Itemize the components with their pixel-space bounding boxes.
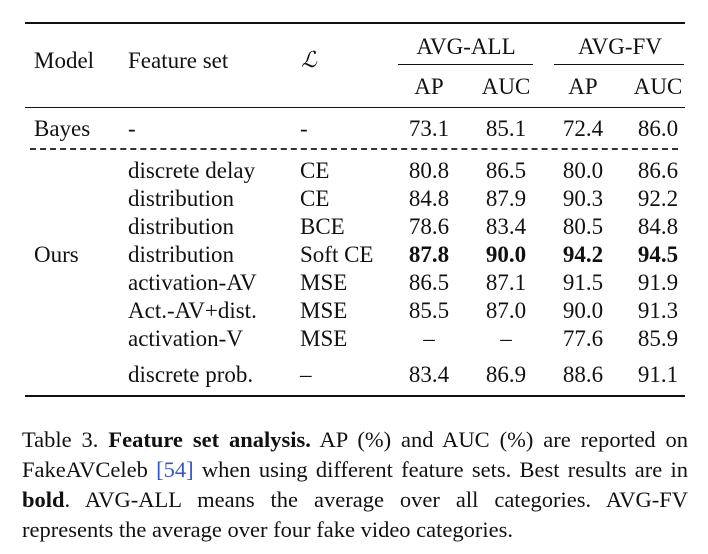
group-underline-avg-fv — [554, 64, 684, 65]
row-auc-fv: 86.6 — [637, 158, 679, 183]
row-ap-all: 78.6 — [408, 214, 450, 239]
row-auc-all: – — [500, 326, 512, 351]
citation-link[interactable]: [54] — [156, 457, 194, 482]
caption-text-1: AP (%) and AUC (%) are reported on FakeAVCeleb — [22, 427, 688, 482]
row-feature: discrete prob. — [128, 362, 254, 387]
row-auc-fv: 91.1 — [637, 362, 679, 387]
caption-text-2: when using different feature sets. Best results are in — [201, 457, 689, 482]
row-ap-fv: 80.0 — [562, 158, 604, 183]
row-feature: distribution — [128, 186, 235, 211]
bayes-auc-all: 85.1 — [485, 116, 527, 141]
header-ap-all: AP — [414, 74, 444, 99]
row-loss: – — [300, 362, 312, 387]
row-loss: MSE — [300, 326, 348, 351]
row-auc-all: 87.9 — [485, 186, 527, 211]
header-feature-set: Feature set — [128, 48, 229, 73]
header-auc-all: AUC — [481, 74, 531, 99]
caption-label: Table 3. — [22, 427, 99, 452]
row-loss: MSE — [300, 298, 348, 323]
row-feature: activation-V — [128, 326, 243, 351]
row-feature: activation-AV — [128, 270, 257, 295]
row-auc-all: 86.9 — [485, 362, 527, 387]
bottom-rule — [25, 395, 685, 397]
top-rule — [25, 22, 685, 24]
bayes-loss: - — [300, 116, 308, 141]
row-ap-fv-best: 94.2 — [562, 242, 604, 267]
row-loss: BCE — [300, 214, 345, 239]
caption-title: Feature set analysis. — [108, 427, 311, 452]
row-auc-fv: 84.8 — [637, 214, 679, 239]
row-auc-all: 87.1 — [485, 270, 527, 295]
row-feature: distribution — [128, 214, 235, 239]
row-ap-fv: 77.6 — [562, 326, 604, 351]
row-ap-all: 84.8 — [408, 186, 450, 211]
row-ap-all-best: 87.8 — [408, 242, 450, 267]
row-loss: CE — [300, 186, 330, 211]
caption-text-3: . AVG-ALL means the average over all categories. AVG-FV represents the average over four fake video categories. — [22, 487, 688, 542]
row-loss: CE — [300, 158, 330, 183]
header-avg-fv: AVG-FV — [578, 34, 662, 59]
row-loss: MSE — [300, 270, 348, 295]
row-auc-fv-best: 94.5 — [637, 242, 679, 267]
row-auc-fv: 91.3 — [637, 298, 679, 323]
header-model: Model — [34, 48, 95, 73]
bayes-feature: - — [128, 116, 136, 141]
row-auc-all-best: 90.0 — [485, 242, 527, 267]
row-auc-fv: 92.2 — [637, 186, 679, 211]
header-avg-all: AVG-ALL — [416, 34, 516, 59]
bayes-ap-all: 73.1 — [408, 116, 450, 141]
caption-bold-word: bold — [22, 487, 65, 512]
bayes-model: Bayes — [34, 116, 91, 141]
row-feature: Act.-AV+dist. — [128, 298, 257, 323]
header-rule — [25, 107, 685, 108]
row-auc-all: 87.0 — [485, 298, 527, 323]
row-loss: Soft CE — [300, 242, 374, 267]
table-caption — [22, 425, 688, 545]
bayes-ap-fv: 72.4 — [562, 116, 604, 141]
row-ap-all: – — [423, 326, 435, 351]
row-feature: distribution — [128, 242, 235, 267]
row-feature: discrete delay — [128, 158, 256, 183]
bayes-auc-fv: 86.0 — [637, 116, 679, 141]
ours-model: Ours — [34, 242, 79, 267]
row-auc-all: 86.5 — [485, 158, 527, 183]
row-ap-fv: 90.0 — [562, 298, 604, 323]
row-ap-all: 80.8 — [408, 158, 450, 183]
row-ap-all: 86.5 — [408, 270, 450, 295]
row-ap-fv: 91.5 — [562, 270, 604, 295]
header-ap-fv: AP — [568, 74, 598, 99]
row-auc-fv: 85.9 — [637, 326, 679, 351]
header-loss: ℒ — [301, 48, 317, 73]
row-auc-fv: 91.9 — [637, 270, 679, 295]
row-ap-fv: 90.3 — [562, 186, 604, 211]
row-ap-all: 85.5 — [408, 298, 450, 323]
row-ap-fv: 80.5 — [562, 214, 604, 239]
row-ap-all: 83.4 — [408, 362, 450, 387]
dashed-separator — [30, 148, 678, 150]
group-underline-avg-all — [398, 64, 533, 65]
row-ap-fv: 88.6 — [562, 362, 604, 387]
row-auc-all: 83.4 — [485, 214, 527, 239]
header-auc-fv: AUC — [633, 74, 683, 99]
